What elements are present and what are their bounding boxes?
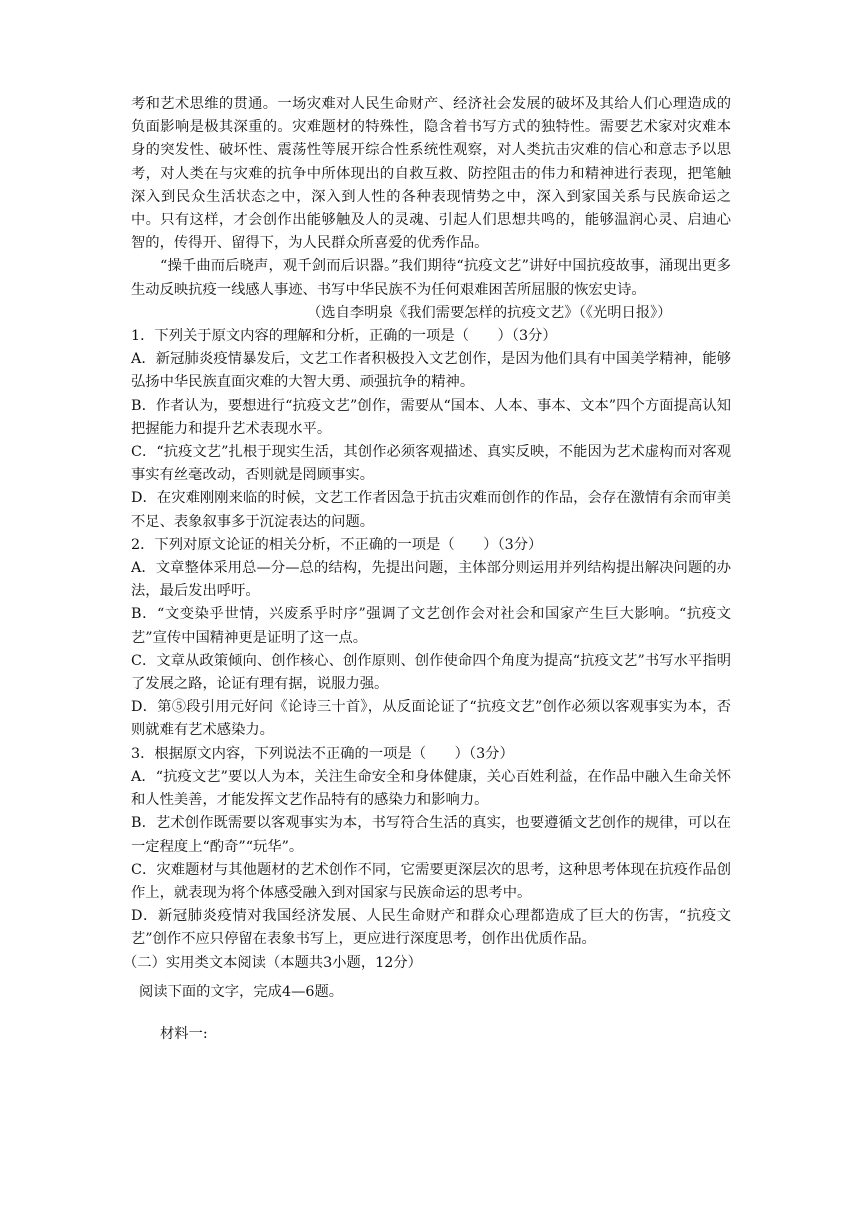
option-d: D．新冠肺炎疫情对我国经济发展、人民生命财产和群众心理都造成了巨大的伤害，“抗疫文艺”创作不应只停留在表象书写上，更应进行深度思考，创作出优质作品。 [131,908,731,948]
option-c: C．灾难题材与其他题材的艺术创作不同，它需要更深层次的思考，这种思考体现在抗疫作品创作上，就表现为将个体感受融入到对国家与民族命运的思考中。 [131,861,731,901]
section-instruction: 阅读下面的文字，完成4—6题。 [139,983,344,1000]
question-2 [131,534,731,743]
option-b: B．艺术创作既需要以客观事实为本，书写符合生活的真实，也要遵循文艺创作的规律，可以在一定程度上“酌奇”“玩华”。 [131,815,731,855]
option-b: B．作者认为，要想进行“抗疫文艺”创作，需要从“国本、人本、事本、文本”四个方面提高认知把握能力和提升艺术表现水平。 [131,397,731,437]
passage-paragraph: “操千曲而后晓声，观千剑而后识器。”我们期待“抗疫文艺”讲好中国抗疫故事，涌现出更多生动反映抗疫一线感人事迹、书写中华民族不为任何艰难困苦所屈服的恢宏史诗。 [131,258,731,298]
exam-page [123,93,731,1046]
passage-paragraph: 考和艺术思维的贯通。一场灾难对人民生命财产、经济社会发展的破坏及其给人们心理造成的负面影响是极其深重的。灾难题材的特殊性，隐含着书写方式的独特性。需要艺术家对灾难本身的突发性、破坏性、震荡性等展开综合性系统性观察，对人类抗击灾难的信心和意志予以思考，对人类在与灾难的抗争中所体现出的自救互救、防控阻击的伟力和精神进行表现，把笔触深入到民众生活状态之中，深入到人性的各种表现情势之中，深入到家国关系与民族命运之中。只有这样，才会创作出能够触及人的灵魂、引起人们思想共鸣的，能够温润心灵、启迪心智的，传得开、留得下，为人民群众所喜爱的优秀作品。 [131,96,731,252]
question-stem: 3．根据原文内容，下列说法不正确的一项是（ ）（3分） [131,745,514,762]
option-c: C．“抗疫文艺”扎根于现实生活，其创作必须客观描述、真实反映，不能因为艺术虚构而对客观事实有丝毫改动，否则就是罔顾事实。 [131,444,731,484]
question-stem: 1．下列关于原文内容的理解和分析，正确的一项是（ ）（3分） [131,328,557,345]
option-c: C．文章从政策倾向、创作核心、创作原则、创作使命四个角度为提高“抗疫文艺”书写水平指明了发展之路，论证有理有据，说服力强。 [131,652,731,693]
question-stem: 2．下列对原文论证的相关分析，不正确的一项是（ ）（3分） [131,536,543,553]
option-a: A．文章整体采用总—分—总的结构，先提出问题，主体部分则运用并列结构提出解决问题的办法，最后发出呼吁。 [131,560,731,600]
option-a: A．“抗疫文艺”要以人为本，关注生命安全和身体健康，关心百姓利益，在作品中融入生命关怀和人性美善，才能发挥文艺作品特有的感染力和影响力。 [131,768,731,809]
question-1 [131,325,731,534]
option-b: B．“文变染乎世情，兴废系乎时序”强调了文艺创作会对社会和国家产生巨大影响。“抗疫文艺”宣传中国精神更是证明了这一点。 [131,606,731,646]
option-d: D．第⑤段引用元好问《论诗三十首》，从反面论证了“抗疫文艺”创作必须以客观事实为本，否则就难有艺术感染力。 [131,699,731,739]
section-heading: （二）实用类文本阅读（本题共3小题，12分） [123,954,422,971]
question-3 [131,743,731,952]
option-d: D．在灾难刚刚来临的时候，文艺工作者因急于抗击灾难而创作的作品，会存在激情有余而审美不足、表象叙事多于沉淀表达的问题。 [131,490,731,530]
option-a: A．新冠肺炎疫情暴发后，文艺工作者积极投入文艺创作，是因为他们具有中国美学精神，能够弘扬中华民族直面灾难的大智大勇、顽强抗争的精神。 [131,351,731,391]
passage-source: （选自李明泉《我们需要怎样的抗疫文艺》（《光明日报》） [307,304,672,321]
material-label: 材料一: [160,1025,208,1042]
